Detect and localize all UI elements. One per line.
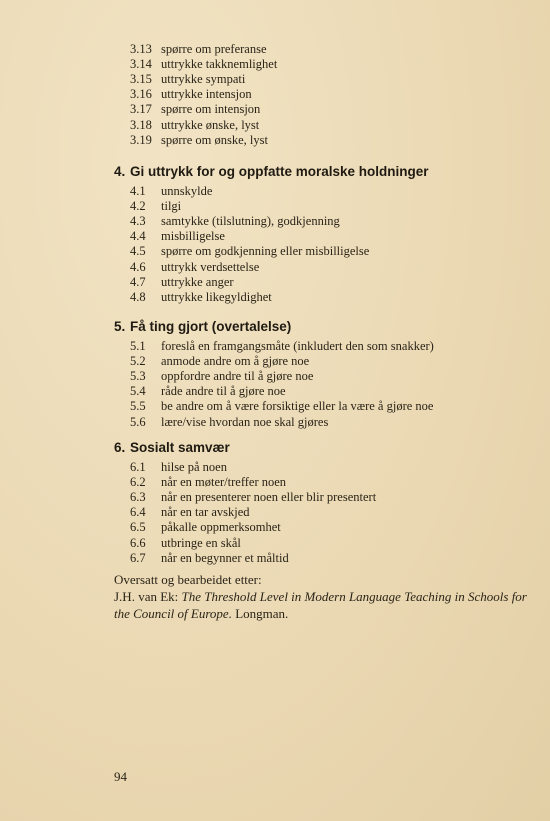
item-number: 4.5 xyxy=(130,244,146,259)
item-text: uttrykke takknemlighet xyxy=(161,57,278,72)
item-number: 3.19 xyxy=(130,132,152,147)
item-text: spørre om godkjenning eller misbilligelse xyxy=(161,244,370,259)
item-number: 6.4 xyxy=(130,505,146,520)
page-number: 94 xyxy=(114,769,127,784)
item-text: uttrykke ønske, lyst xyxy=(161,117,260,132)
item-number: 4.2 xyxy=(130,199,146,214)
item-number: 3.17 xyxy=(130,102,152,117)
item-number: 4.8 xyxy=(130,289,146,304)
item-text: unnskylde xyxy=(161,184,213,198)
item-number: 5.6 xyxy=(130,414,146,429)
item-number: 6.5 xyxy=(130,520,146,535)
item-number: 3.13 xyxy=(130,42,152,56)
source-title: The Threshold Level in Modern Language Teaching in Schools for the Council of Europe. xyxy=(114,589,527,621)
item-text: anmode andre om å gjøre noe xyxy=(161,354,310,369)
source-author: J.H. van Ek: xyxy=(114,589,182,604)
section-heading xyxy=(114,163,429,181)
section-title: Gi uttrykk for og oppfatte moralske holdninger xyxy=(130,164,429,179)
item-number: 5.4 xyxy=(130,384,146,399)
item-number: 6.3 xyxy=(130,490,146,505)
item-number: 6.2 xyxy=(130,475,146,490)
item-text: uttrykke anger xyxy=(161,274,234,289)
item-number: 4.4 xyxy=(130,229,146,244)
item-text: når en begynner et måltid xyxy=(161,550,289,565)
source-citation xyxy=(114,571,534,622)
item-number: 4.1 xyxy=(130,184,146,198)
item-text: spørre om intensjon xyxy=(161,102,261,117)
item-text: misbilligelse xyxy=(161,229,225,244)
section-title: Få ting gjort (overtalelse) xyxy=(130,319,292,334)
section-heading xyxy=(114,439,230,457)
item-number: 5.2 xyxy=(130,354,146,369)
item-number: 5.1 xyxy=(130,339,146,353)
item-text: uttrykke intensjon xyxy=(161,87,252,102)
section-heading xyxy=(114,318,291,336)
section-title: Sosialt samvær xyxy=(130,440,230,455)
item-number: 4.6 xyxy=(130,259,146,274)
item-text: utbringe en skål xyxy=(161,535,241,550)
item-number: 6.6 xyxy=(130,535,146,550)
item-number: 4.7 xyxy=(130,274,146,289)
item-text: uttrykke likegyldighet xyxy=(161,289,272,304)
item-text: uttrykke sympati xyxy=(161,72,246,87)
item-text: be andre om å være forsiktige eller la være å gjøre noe xyxy=(161,399,434,414)
item-text: samtykke (tilslutning), godkjenning xyxy=(161,214,340,229)
source-intro: Oversatt og bearbeidet etter: xyxy=(114,572,262,587)
item-text: når en møter/treffer noen xyxy=(161,475,287,490)
item-number: 3.14 xyxy=(130,57,152,72)
item-number: 5.3 xyxy=(130,369,146,384)
item-number: 5.5 xyxy=(130,399,146,414)
item-text: når en presenterer noen eller blir presentert xyxy=(161,490,377,505)
item-text: spørre om ønske, lyst xyxy=(161,132,268,147)
item-number: 3.16 xyxy=(130,87,152,102)
item-text: tilgi xyxy=(161,199,182,214)
item-text: lære/vise hvordan noe skal gjøres xyxy=(161,414,329,429)
section-number: 6. xyxy=(114,440,126,455)
item-number: 4.3 xyxy=(130,214,146,229)
item-text: råde andre til å gjøre noe xyxy=(161,384,286,399)
section-number: 4. xyxy=(114,164,126,179)
source-publisher: Longman. xyxy=(231,606,289,621)
item-number: 6.1 xyxy=(130,460,146,474)
item-text: påkalle oppmerksomhet xyxy=(161,520,281,535)
item-text: oppfordre andre til å gjøre noe xyxy=(161,369,314,384)
item-text: når en tar avskjed xyxy=(161,505,250,520)
item-text: spørre om preferanse xyxy=(161,42,267,56)
item-number: 6.7 xyxy=(130,550,146,565)
item-number: 3.15 xyxy=(130,72,152,87)
item-number: 3.18 xyxy=(130,117,152,132)
section-number: 5. xyxy=(114,319,126,334)
source-reference xyxy=(114,588,534,622)
item-text: foreslå en framgangsmåte (inkludert den som snakker) xyxy=(161,339,434,353)
item-text: hilse på noen xyxy=(161,460,227,474)
item-text: uttrykk verdsettelse xyxy=(161,259,260,274)
